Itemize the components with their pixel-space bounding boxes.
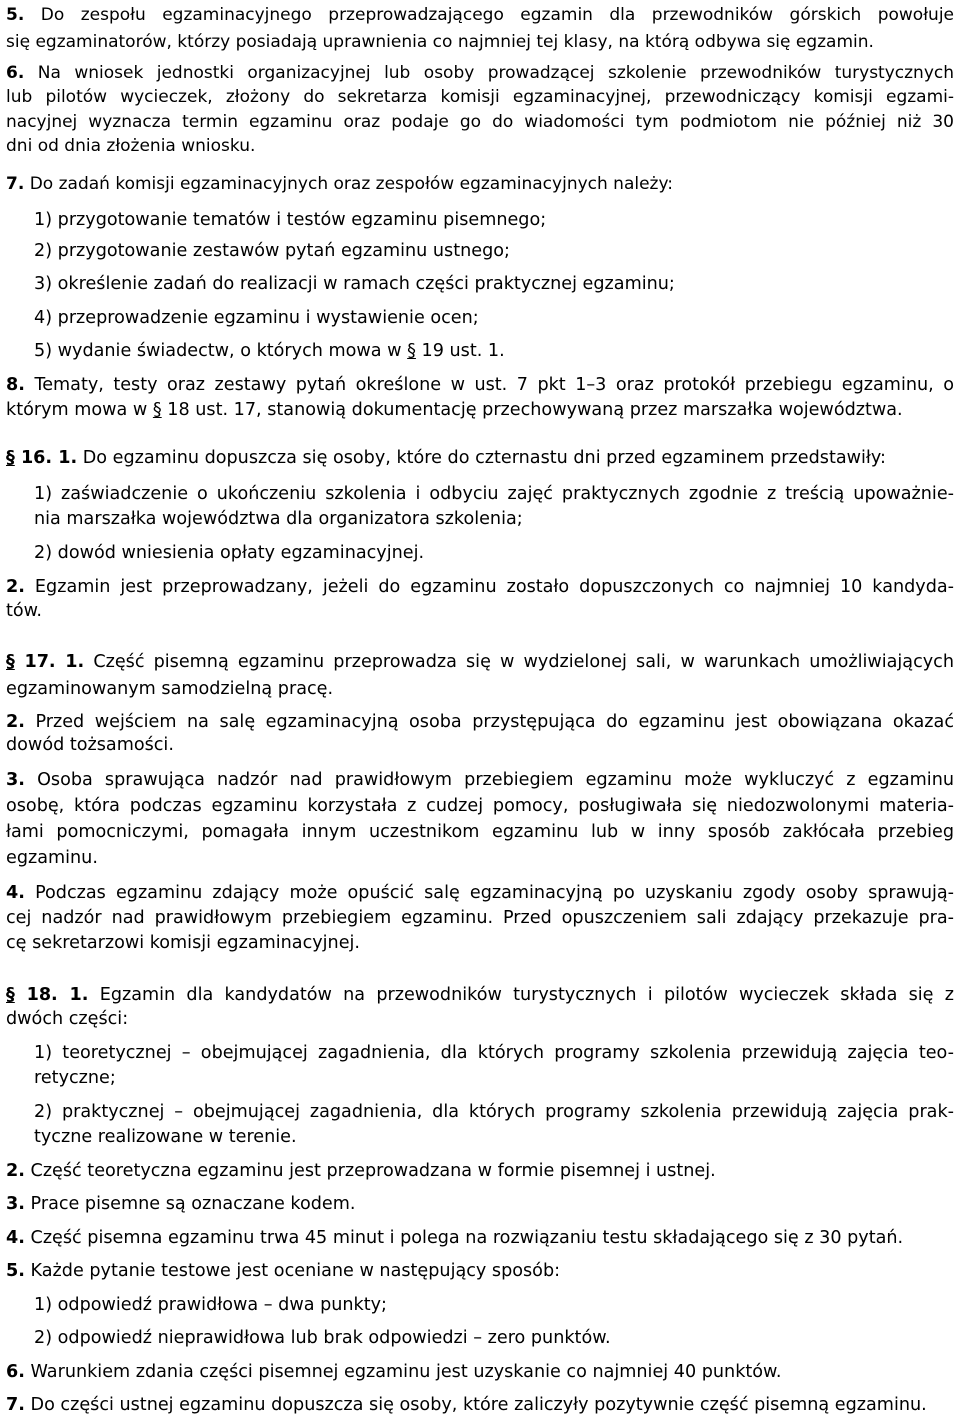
- text: Część pisemna egzaminu trwa 45 minut i polega na rozwiązaniu testu składającego się z 30 pytań.: [30, 1228, 904, 1248]
- text: 1) zaświadczenie o ukończeniu szkolenia i odbyciu zajęć praktycznych zgodnie z treścią upoważnie-: [34, 484, 954, 504]
- list-item: 2) odpowiedź nieprawidłowa lub brak odpowiedzi – zero punktów.: [34, 1328, 611, 1348]
- text: Egzamin jest przeprowadzany, jeżeli do egzaminu zostało dopuszczonych co najmniej 10 kandyda-: [34, 577, 955, 597]
- text: cej nadzór nad prawidłowym przebiegiem egzaminu. Przed opuszczeniem sali zdający przekazuje pra-: [6, 908, 954, 928]
- text: Prace pisemne są oznaczane kodem.: [30, 1194, 356, 1214]
- section-17-paragraph-4-line: [6, 882, 954, 904]
- paragraph-6-line: [6, 86, 954, 108]
- list-item: 1) przygotowanie tematów i testów egzaminu pisemnego;: [34, 210, 547, 230]
- section-17-paragraph-2-line: [6, 734, 954, 756]
- list-item: 2) przygotowanie zestawów pytań egzaminu ustnego;: [34, 241, 510, 261]
- section-17-paragraph-3-line: [6, 821, 954, 843]
- section-17-paragraph-3-line: [6, 795, 954, 817]
- text: Warunkiem zdania części pisemnej egzaminu jest uzyskanie co najmniej 40 punktów.: [30, 1362, 782, 1382]
- section-17-heading-line: [6, 651, 954, 673]
- text: się egzaminatorów, którzy posiadają uprawnienia co najmniej tej klasy, na którą odbywa się egzamin.: [6, 32, 874, 52]
- section-17-paragraph-4-line: [6, 907, 954, 929]
- list-item: [34, 340, 954, 362]
- text: 18 ust. 17, stanowią dokumentację przechowywaną przez marszałka województwa.: [161, 400, 903, 420]
- paragraph-number: 8.: [6, 375, 25, 395]
- list-item: [34, 1101, 954, 1123]
- section-18-line: [6, 1008, 954, 1030]
- text: Do części ustnej egzaminu dopuszcza się osoby, które zaliczyły pozytywnie część pisemną egzaminu.: [30, 1395, 927, 1415]
- text: którym mowa w: [6, 400, 153, 420]
- paragraph-number: 4.: [6, 1228, 25, 1248]
- text: egzaminu.: [6, 848, 98, 868]
- list-item-continuation: [34, 1067, 954, 1089]
- text: łami pomocniczymi, pomagała innym uczestnikom egzaminu lub w inny sposób zakłócała przebieg: [6, 822, 954, 842]
- section-18-paragraph-3: [6, 1193, 954, 1215]
- text: osobę, która podczas egzaminu korzystała z cudzej pomocy, posługiwała się niedozwolonymi materia-: [6, 796, 954, 816]
- section-18-paragraph-2: [6, 1160, 954, 1182]
- paragraph-number: 7.: [6, 1395, 25, 1415]
- paragraph-number: 6.: [6, 63, 25, 83]
- text: Na wniosek jednostki organizacyjnej lub osoby prowadzącej szkolenie przewodników turystycznych: [37, 63, 954, 83]
- text: 1) teoretycznej – obejmującej zagadnienia, dla których programy szkolenia przewidują zajęcia teo-: [34, 1043, 954, 1063]
- list-item-continuation: [34, 1126, 954, 1148]
- text: Osoba sprawująca nadzór nad prawidłowym przebiegiem egzaminu może wykluczyć z egzaminu: [37, 770, 954, 790]
- paragraph-8-line: [6, 399, 954, 421]
- paragraph-number: 3.: [6, 1194, 25, 1214]
- list-item: [34, 483, 954, 505]
- section-16-heading-line: [6, 447, 954, 469]
- section-number: 18. 1.: [26, 985, 89, 1005]
- list-item-continuation: [34, 508, 954, 530]
- list-item: 3) określenie zadań do realizacji w ramach części praktycznej egzaminu;: [34, 274, 675, 294]
- paragraph-number: 2.: [6, 712, 25, 732]
- paragraph-number: 2.: [6, 1161, 25, 1181]
- text: dowód tożsamości.: [6, 735, 174, 755]
- text: 5) wydanie świadectw, o których mowa w: [34, 341, 408, 361]
- section-17-line: [6, 678, 954, 700]
- text: egzaminowanym samodzielną pracę.: [6, 679, 334, 699]
- text: 19 ust. 1.: [415, 341, 505, 361]
- text: Egzamin dla kandydatów na przewodników turystycznych i pilotów wycieczek składa się z: [99, 985, 954, 1005]
- text: Część teoretyczna egzaminu jest przeprowadzana w formie pisemnej i ustnej.: [30, 1161, 716, 1181]
- text: Podczas egzaminu zdający może opuścić salę egzaminacyjną po uzyskaniu zgody osoby sprawują-: [35, 883, 955, 903]
- text: 2) praktycznej – obejmującej zagadnienia, dla których programy szkolenia przewidują zajęcia prak-: [34, 1102, 954, 1122]
- text: Każde pytanie testowe jest oceniane w następujący sposób:: [30, 1261, 561, 1281]
- paragraph-number: 7.: [6, 174, 25, 194]
- paragraph-6-line: [6, 62, 954, 84]
- text: cę sekretarzowi komisji egzaminacyjnej.: [6, 933, 361, 953]
- paragraph-number: 5.: [6, 5, 25, 25]
- text: Do zadań komisji egzaminacyjnych oraz zespołów egzaminacyjnych należy:: [29, 174, 674, 194]
- paragraph-number: 2.: [6, 577, 25, 597]
- section-sign: §: [6, 652, 15, 672]
- section-17-paragraph-3-line: [6, 847, 954, 869]
- text: retyczne;: [34, 1068, 116, 1088]
- section-18-paragraph-7: [6, 1394, 954, 1416]
- text: Do egzaminu dopuszcza się osoby, które do czternastu dni przed egzaminem przedstawiły:: [82, 448, 886, 468]
- section-16-paragraph-2-line: [6, 576, 954, 598]
- paragraph-6-line: [6, 111, 954, 133]
- section-sign: §: [6, 985, 15, 1005]
- text: dni od dnia złożenia wniosku.: [6, 136, 256, 156]
- list-item: 1) odpowiedź prawidłowa – dwa punkty;: [34, 1295, 387, 1315]
- paragraph-8-line: [6, 374, 954, 396]
- list-item: [34, 1042, 954, 1064]
- section-sign: §: [6, 448, 15, 468]
- section-18-paragraph-6: [6, 1361, 954, 1383]
- text: Tematy, testy oraz zestawy pytań określone w ust. 7 pkt 1–3 oraz protokół przebiegu egzaminu, o: [34, 375, 954, 395]
- paragraph-number: 4.: [6, 883, 25, 903]
- section-sign: §: [407, 341, 416, 361]
- section-18-heading-line: [6, 984, 954, 1006]
- list-item: 4) przeprowadzenie egzaminu i wystawienie ocen;: [34, 308, 479, 328]
- text: lub pilotów wycieczek, złożony do sekretarza komisji egzaminacyjnej, przewodniczący komisji egzami-: [6, 87, 954, 107]
- text: tyczne realizowane w terenie.: [34, 1127, 297, 1147]
- section-sign: §: [152, 400, 162, 420]
- section-16-paragraph-2-line: [6, 600, 954, 622]
- text: Do zespołu egzaminacyjnego przeprowadzającego egzamin dla przewodników górskich powołuje: [40, 5, 955, 25]
- text: nia marszałka województwa dla organizatora szkolenia;: [34, 509, 523, 529]
- section-18-paragraph-5: [6, 1260, 954, 1282]
- paragraph-number: 6.: [6, 1362, 25, 1382]
- text: Część pisemną egzaminu przeprowadza się w wydzielonej sali, w warunkach umożliwiających: [93, 652, 954, 672]
- text: nacyjnej wyznacza termin egzaminu oraz podaje go do wiadomości tym podmiotom nie później niż 30: [6, 112, 954, 132]
- paragraph-7-intro: [6, 173, 954, 195]
- section-number: 17. 1.: [24, 652, 85, 672]
- paragraph-6-line: [6, 135, 954, 157]
- section-17-paragraph-3-line: [6, 769, 954, 791]
- paragraph-number: 3.: [6, 770, 25, 790]
- section-18-paragraph-4: [6, 1227, 954, 1249]
- list-item: 2) dowód wniesienia opłaty egzaminacyjnej.: [34, 543, 425, 563]
- text: dwóch części:: [6, 1009, 129, 1029]
- paragraph-5-line: [6, 31, 954, 53]
- section-number: 16. 1.: [20, 448, 78, 468]
- section-17-paragraph-2-line: [6, 711, 954, 733]
- section-17-paragraph-4-line: [6, 932, 954, 954]
- paragraph-number: 5.: [6, 1261, 25, 1281]
- paragraph-5-line: [6, 4, 954, 26]
- text: Przed wejściem na salę egzaminacyjną osoba przystępująca do egzaminu jest obowiązana okazać: [35, 712, 955, 732]
- text: tów.: [6, 601, 43, 621]
